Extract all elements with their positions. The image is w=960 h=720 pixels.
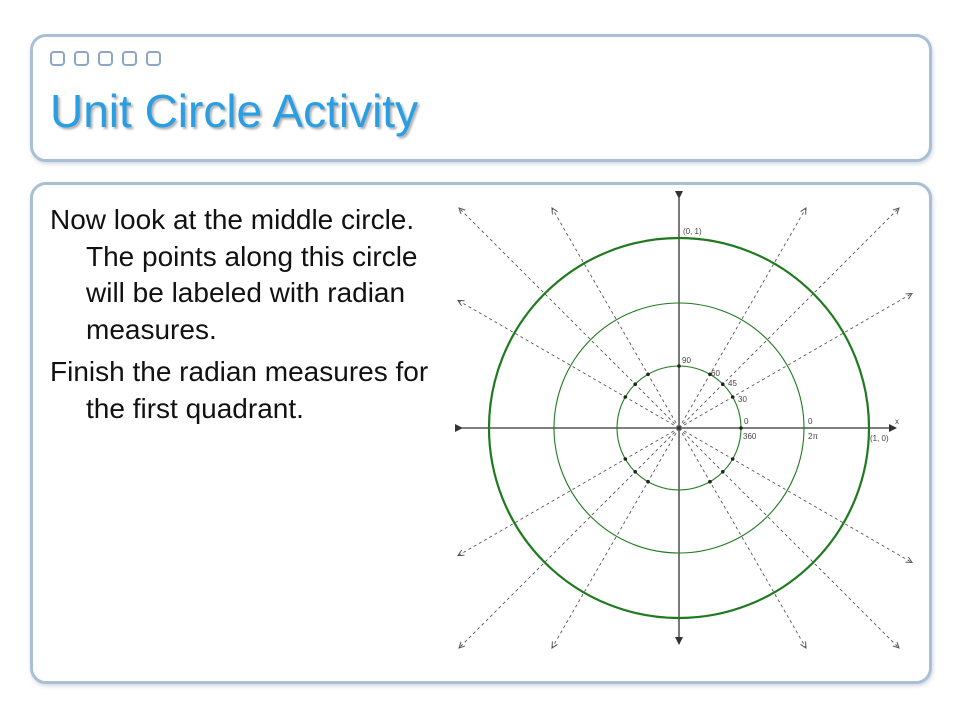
label-deg-360: 360 xyxy=(743,432,757,441)
label-x-axis: x xyxy=(895,417,899,426)
inner-point-150 xyxy=(624,395,628,399)
slide-title: Unit Circle Activity xyxy=(50,85,419,137)
label-deg-0: 0 xyxy=(744,417,749,426)
inner-point-right xyxy=(739,426,743,430)
angle-ray-300 xyxy=(679,428,806,648)
inner-circle-points xyxy=(624,364,743,483)
label-rad-0: 0 xyxy=(808,417,813,426)
label-deg-45: 45 xyxy=(728,379,737,388)
inner-point-120 xyxy=(646,373,650,377)
inner-point-135 xyxy=(633,382,637,386)
inner-point-210 xyxy=(624,457,628,461)
body-paragraph-1: Now look at the middle circle. The points along this circle will be labeled with radian measures. xyxy=(50,204,418,345)
angle-ray-150 xyxy=(458,300,679,428)
angle-ray-30 xyxy=(679,294,912,429)
inner-point-30 xyxy=(731,395,735,399)
inner-point-225 xyxy=(633,470,637,474)
angle-ray-330 xyxy=(679,428,912,563)
inner-point-315 xyxy=(721,470,725,474)
inner-point-top xyxy=(677,364,681,368)
angle-ray-120 xyxy=(552,208,679,428)
label-point-top: (0, 1) xyxy=(683,227,702,236)
angle-ray-240 xyxy=(552,428,679,648)
label-deg-60: 60 xyxy=(711,369,720,378)
label-deg-90: 90 xyxy=(682,356,691,365)
inner-point-45 xyxy=(721,382,725,386)
label-rad-2pi: 2π xyxy=(808,432,818,441)
inner-point-300 xyxy=(708,480,712,484)
label-point-right: (1, 0) xyxy=(870,434,889,443)
inner-point-330 xyxy=(731,457,735,461)
angle-ray-210 xyxy=(458,428,679,556)
inner-point-240 xyxy=(646,480,650,484)
label-deg-30: 30 xyxy=(738,395,747,404)
body-paragraph-2: Finish the radian measures for the first quadrant. xyxy=(50,356,429,424)
